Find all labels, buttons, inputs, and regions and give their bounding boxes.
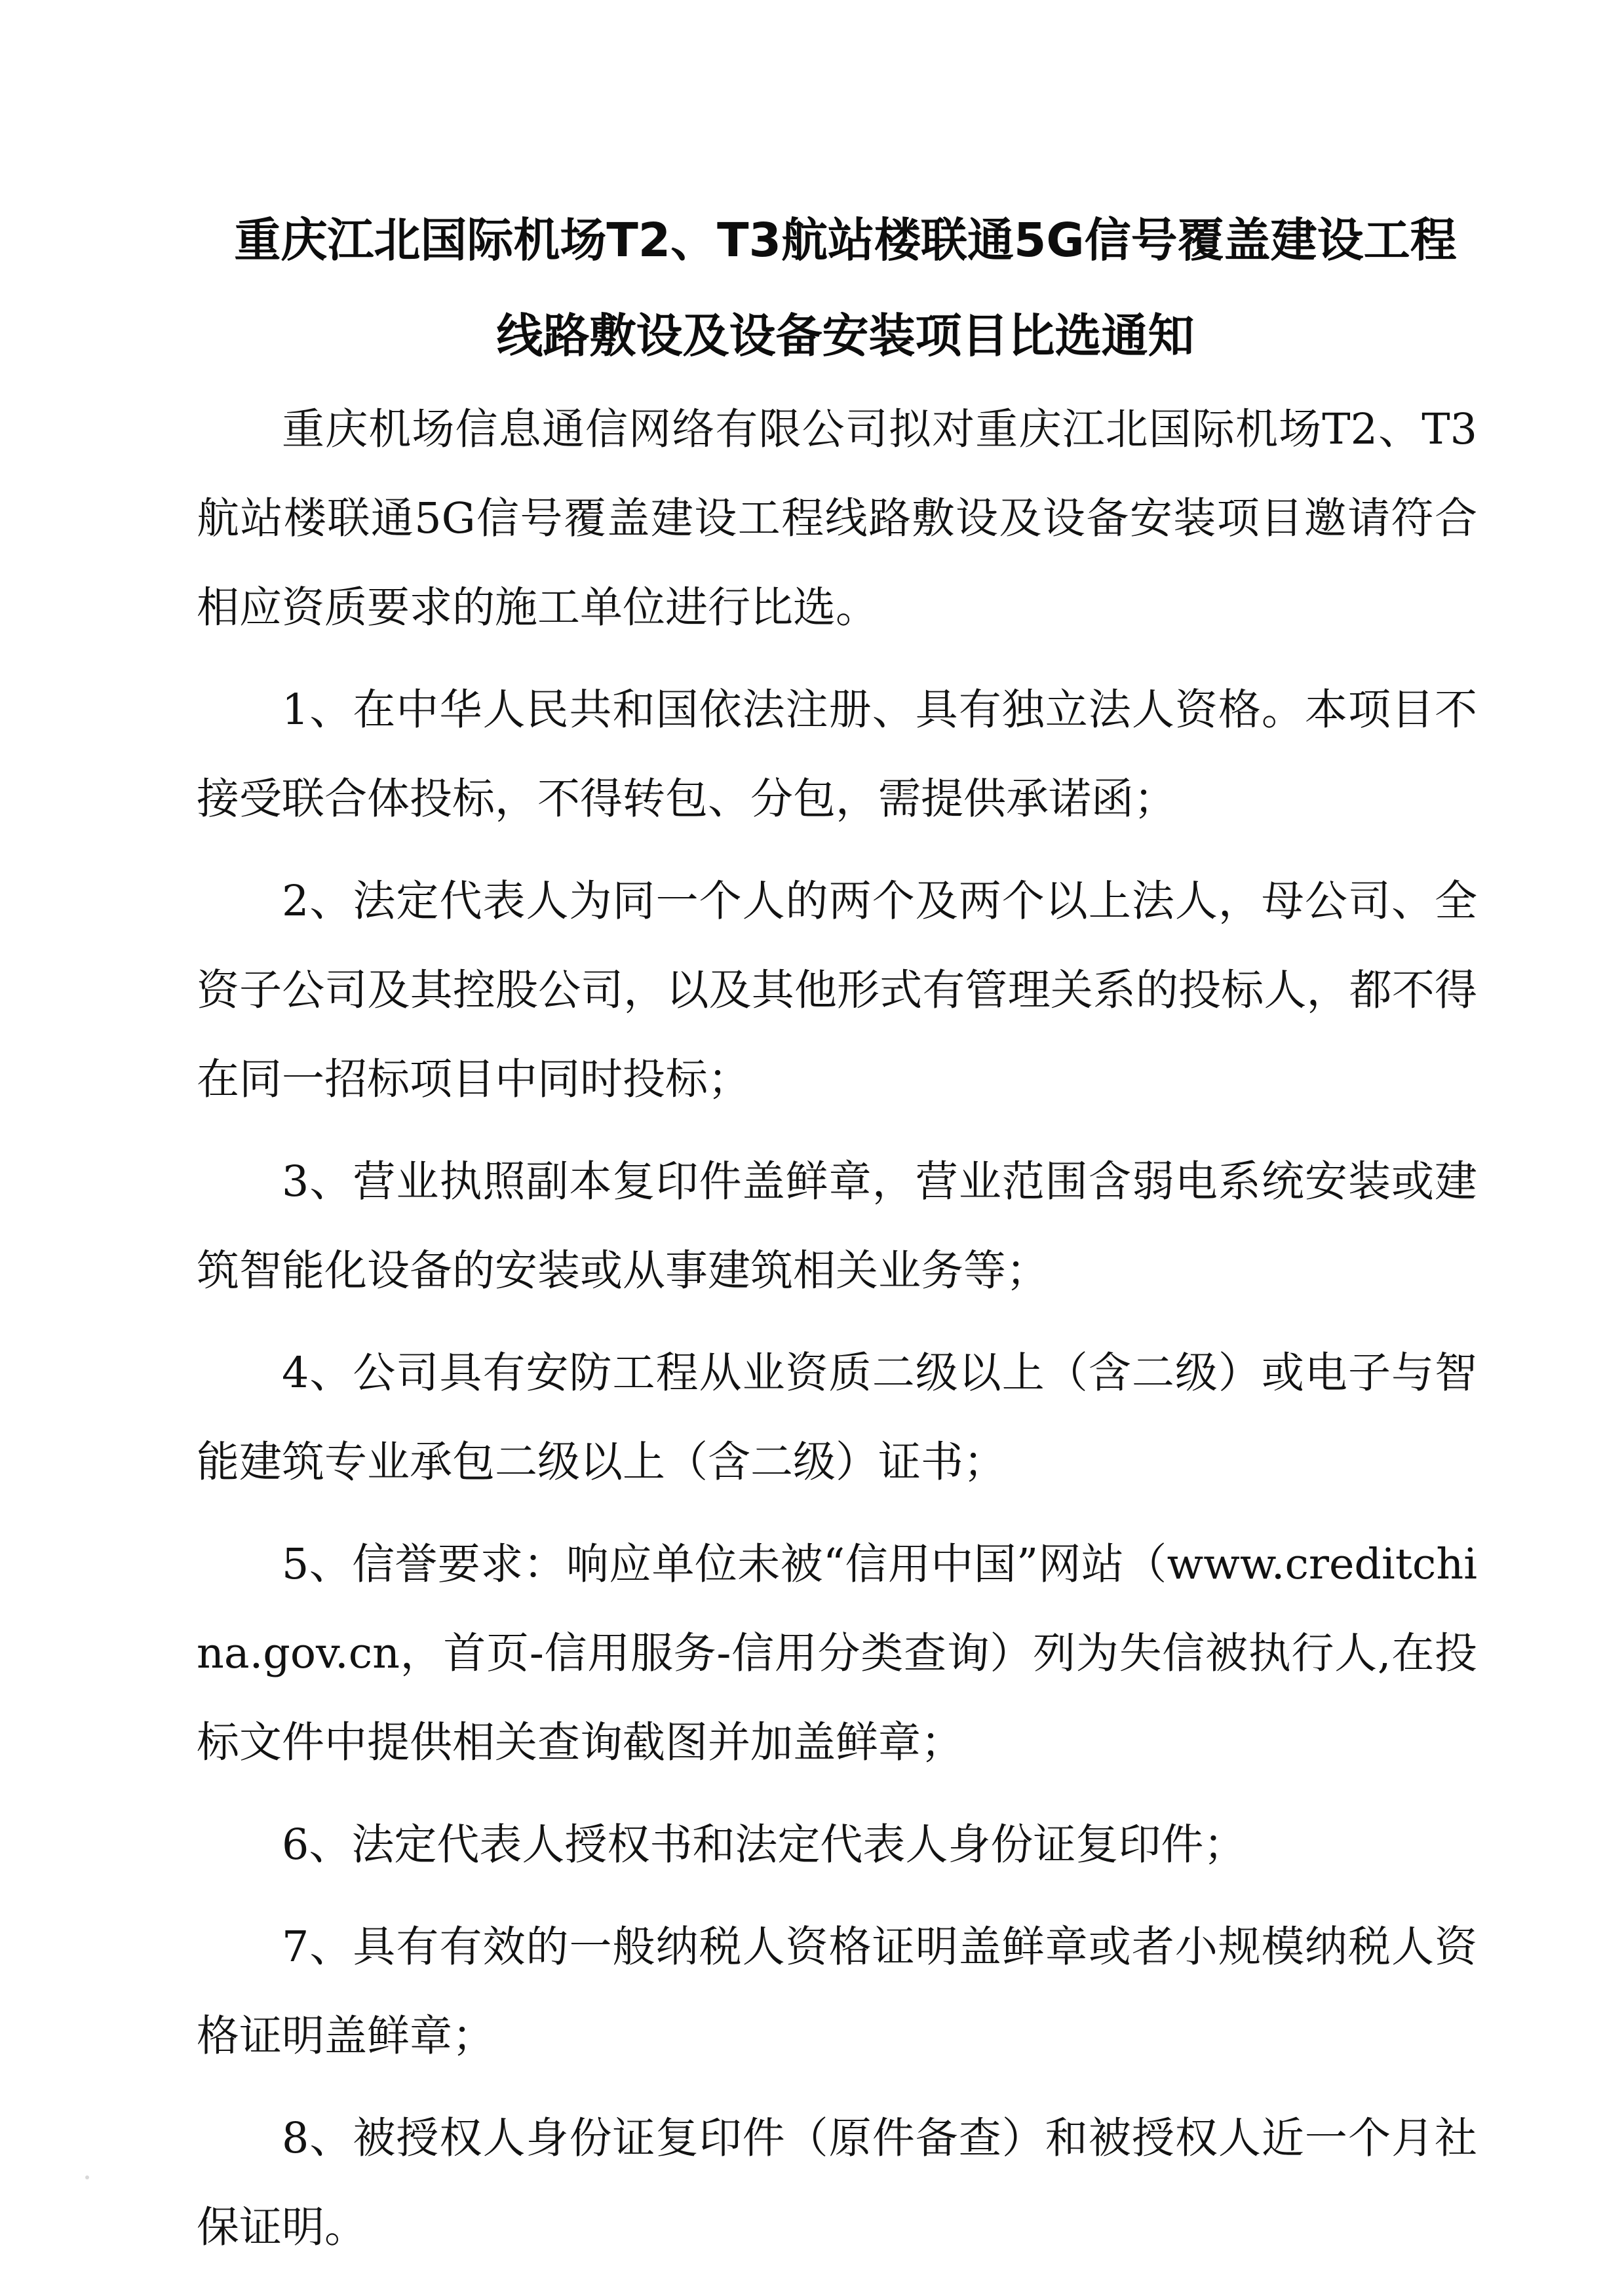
requirement-item-4: 4、公司具有安防工程从业资质二级以上（含二级）或电子与智能建筑专业承包二级以上（含二级）证书； <box>197 1349 1477 1487</box>
requirement-item-5: 5、信誉要求：响应单位未被“信用中国”网站（www.creditchina.gov.cn，首页-信用服务-信用分类查询）列为失信被执行人,在投标文件中提供相关查询截图并加盖鲜章； <box>197 1540 1477 1767</box>
intro-paragraph: 重庆机场信息通信网络有限公司拟对重庆江北国际机场T2、T3航站楼联通5G信号覆盖建设工程线路敷设及设备安装项目邀请符合相应资质要求的施工单位进行比选。 <box>197 405 1477 632</box>
requirement-item-2: 2、法定代表人为同一个人的两个及两个以上法人，母公司、全资子公司及其控股公司，以及其他形式有管理关系的投标人，都不得在同一招标项目中同时投标； <box>197 877 1477 1104</box>
document-body <box>197 385 1477 2286</box>
requirement-item-8: 8、被授权人身份证复印件（原件备查）和被授权人近一个月社保证明。 <box>197 2114 1477 2252</box>
requirement-item-3: 3、营业执照副本复印件盖鲜章，营业范围含弱电系统安装或建筑智能化设备的安装或从事建筑相关业务等； <box>197 1157 1477 1295</box>
requirement-item-1: 1、在中华人民共和国依法注册、具有独立法人资格。本项目不接受联合体投标，不得转包、分包，需提供承诺函； <box>197 685 1477 824</box>
document-title-line-1: 重庆江北国际机场T2、T3航站楼联通5G信号覆盖建设工程 <box>234 213 1457 267</box>
requirement-item-7: 7、具有有效的一般纳税人资格证明盖鲜章或者小规模纳税人资格证明盖鲜章； <box>197 1923 1477 2061</box>
scan-speck <box>85 2175 89 2179</box>
document-title-line-2: 线路敷设及设备安装项目比选通知 <box>496 309 1195 363</box>
requirement-item-6: 6、法定代表人授权书和法定代表人身份证复印件； <box>282 1820 1247 1869</box>
